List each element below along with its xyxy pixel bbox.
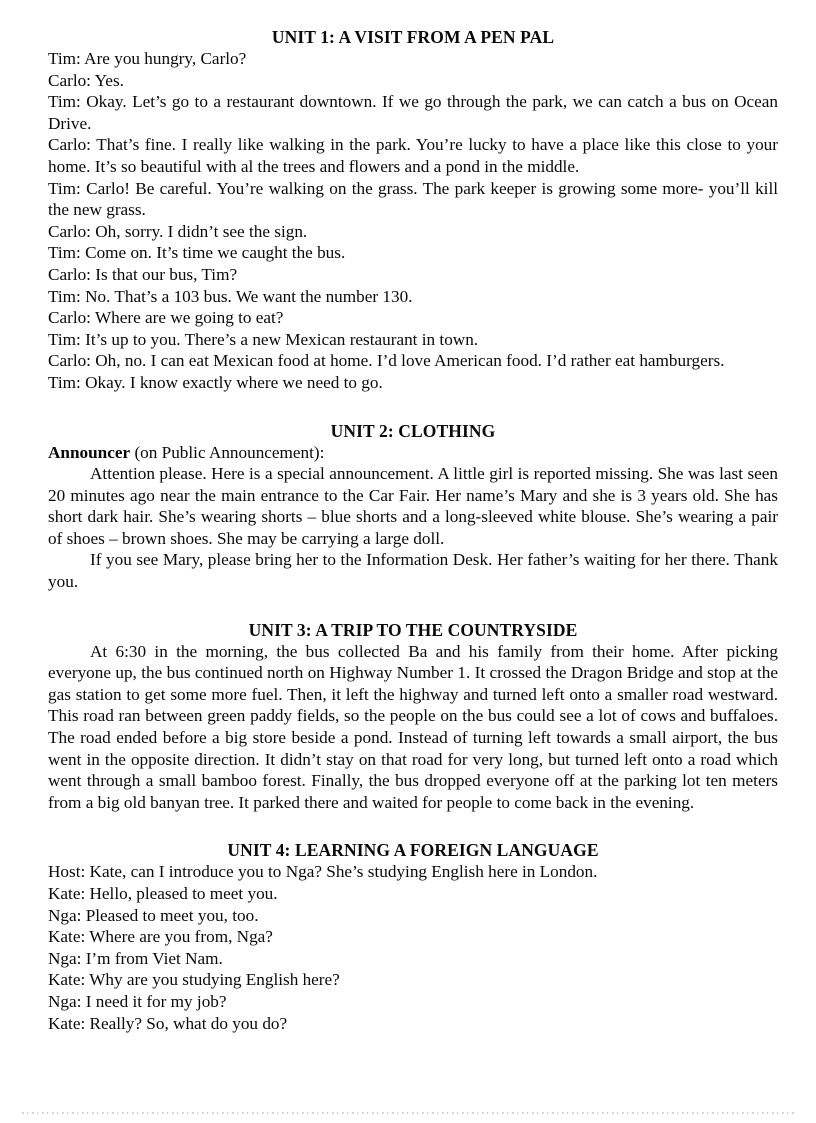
unit-section-2 (48, 420, 778, 593)
dialogue-line: Carlo: Is that our bus, Tim? (48, 264, 238, 284)
announcer-speaker-line (48, 442, 778, 464)
dialogue-line: Nga: I’m from Viet Nam. (48, 948, 223, 968)
unit-heading-2: UNIT 2: CLOTHING (330, 420, 496, 441)
announcer-context: (on Public Announcement): (130, 442, 325, 462)
unit-heading-1: UNIT 1: A VISIT FROM A PEN PAL (271, 27, 555, 47)
announcement-paragraph: Attention please. Here is a special announcement. A little girl is reported missing. She was last seen 20 minutes ago near the main entrance to the Car Fair. Her name’s Mary and she is 3 years old. She has short dark hair. She’s wearing shorts – blue shorts and a long-sleeved white blouse. She’s wearing a pair of shoes – brown shoes. She may be carrying a large doll. (48, 464, 778, 548)
unit-heading-4: UNIT 4: LEARNING A FOREIGN LANGUAGE (227, 840, 599, 861)
dialogue-line: Tim: No. That’s a 103 bus. We want the number 130. (48, 286, 413, 306)
dialogue-line: Kate: Where are you from, Nga? (48, 927, 273, 947)
dialogue-line: Carlo: That’s fine. I really like walking in the park. You’re lucky to have a place like this close to your home. It’s so beautiful with al the trees and flowers and a pond in the middle. (48, 135, 778, 176)
dialogue-line: Tim: Carlo! Be careful. You’re walking on the grass. The park keeper is growing some more- you’ll kill the new grass. (48, 178, 778, 220)
dialogue-line: Host: Kate, can I introduce you to Nga? She’s studying English here in London. (48, 862, 598, 882)
dialogue-line: Tim: Okay. Let’s go to a restaurant downtown. If we go through the park, we can catch a bus on Ocean Drive. (48, 92, 778, 133)
dialogue-line: Nga: Pleased to meet you, too. (48, 905, 259, 925)
dialogue-line: Carlo: Where are we going to eat? (48, 308, 284, 328)
unit-heading-3: UNIT 3: A TRIP TO THE COUNTRYSIDE (248, 619, 578, 640)
dialogue-line: Kate: Really? So, what do you do? (48, 1013, 288, 1033)
dialogue-line: Nga: I need it for my job? (48, 991, 227, 1011)
unit-section-4 (48, 839, 778, 1034)
unit-section-3 (48, 619, 778, 814)
dialogue-line: Tim: Come on. It’s time we caught the bus. (48, 243, 346, 263)
dialogue-line: Tim: Are you hungry, Carlo? (48, 49, 247, 68)
announcement-paragraph: If you see Mary, please bring her to the Information Desk. Her father’s waiting for her there. Thank you. (48, 550, 778, 592)
unit-section-1 (48, 26, 778, 394)
scan-edge-artifact (22, 1112, 794, 1114)
dialogue-line: Tim: It’s up to you. There’s a new Mexican restaurant in town. (48, 329, 479, 349)
dialogue-line: Tim: Okay. I know exactly where we need to go. (48, 372, 383, 392)
dialogue-line: Kate: Hello, pleased to meet you. (48, 884, 278, 903)
dialogue-line: Carlo: Oh, sorry. I didn’t see the sign. (48, 221, 308, 241)
prose-paragraph: At 6:30 in the morning, the bus collected Ba and his family from their home. After picking everyone up, the bus continued north on Highway Number 1. It crossed the Dragon Bridge and stop at the gas station to get some more fuel. Then, it left the highway and turned left onto a smaller road westward. This road ran between green paddy fields, so the people on the bus could see a lot of cows and buffaloes. The road ended before a big store beside a pond. Instead of turning left towards a small airport, the bus went in the opposite direction. It didn’t stay on that road for very long, but turned left onto a road which went through a small bamboo forest. Finally, the bus dropped everyone off at the parking lot ten meters from a big old banyan tree. It parked there and waited for people to come back in the evening. (48, 641, 778, 812)
announcer-label: Announcer (48, 442, 131, 462)
dialogue-line: Carlo: Oh, no. I can eat Mexican food at home. I’d love American food. I’d rather eat hamburgers. (48, 351, 725, 371)
dialogue-line: Kate: Why are you studying English here? (48, 970, 340, 990)
dialogue-line: Carlo: Yes. (48, 70, 124, 90)
